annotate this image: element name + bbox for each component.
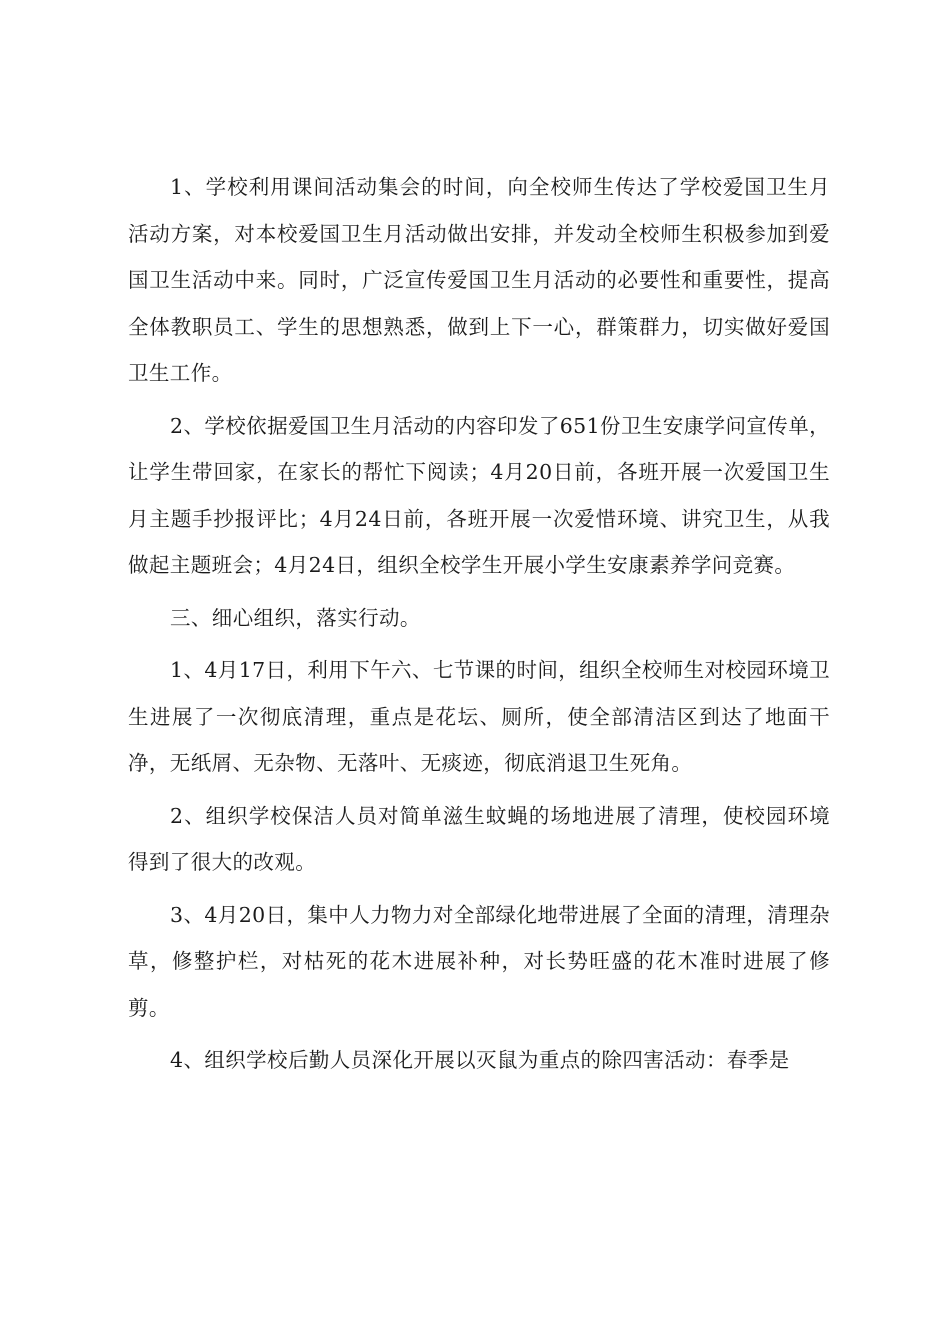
paragraph-3: 1、4月17日，利用下午六、七节课的时间，组织全校师生对校园环境卫生进展了一次彻底清理，重点是花坛、厕所，使全部清洁区到达了地面干净，无纸屑、无杂物、无落叶、无痰迹，彻底消退卫生死角。 (128, 658, 830, 775)
paragraph-1: 1、学校利用课间活动集会的时间，向全校师生传达了学校爱国卫生月活动方案，对本校爱国卫生月活动做出安排，并发动全校师生积极参加到爱国卫生活动中来。同时，广泛宣传爱国卫生月活动的必要性和重要性，提高全体教职员工、学生的思想熟悉，做到上下一心，群策群力，切实做好爱国卫生工作。 (128, 175, 830, 385)
section-heading-3: 三、细心组织，落实行动。 (170, 605, 421, 630)
paragraph-6: 4、组织学校后勤人员深化开展以灭鼠为重点的除四害活动：春季是 (170, 1048, 790, 1072)
document-body (128, 158, 830, 1084)
paragraph-4: 2、组织学校保洁人员对简单滋生蚊蝇的场地进展了清理，使校园环境得到了很大的改观。 (128, 803, 830, 874)
paragraph-5: 3、4月20日，集中人力物力对全部绿化地带进展了全面的清理，清理杂草，修整护栏，对枯死的花木进展补种，对长势旺盛的花木准时进展了修剪。 (128, 902, 830, 1020)
paragraph-2: 2、学校依据爱国卫生月活动的内容印发了651份卫生安康学问宣传单，让学生带回家，在家长的帮忙下阅读；4月20日前，各班开展一次爱国卫生月主题手抄报评比；4月24日前，各班开展一次爱惜环境、讲究卫生，从我做起主题班会；4月24日，组织全校学生开展小学生安康素养学问竞赛。 (128, 413, 830, 577)
